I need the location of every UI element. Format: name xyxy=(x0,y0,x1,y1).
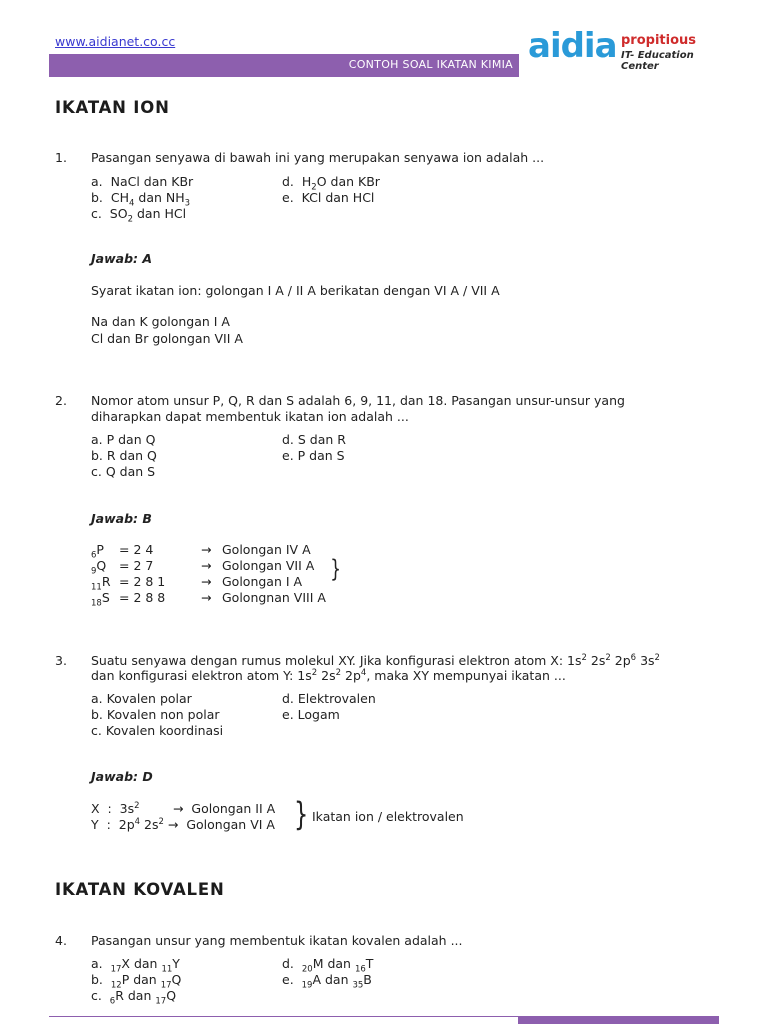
header-band xyxy=(49,54,519,77)
explanation-line: Cl dan Br golongan VII A xyxy=(91,331,243,346)
question-number: 1. xyxy=(55,150,67,165)
option-d: d. Elektrovalen xyxy=(282,691,376,706)
answer-label: Jawab: D xyxy=(91,769,153,784)
option-b: b. Kovalen non polar xyxy=(91,707,220,722)
configuration-row: X : $3s^2$ xyxy=(91,800,140,816)
option-a: a. $_{17}$X dan $_{11}$Y xyxy=(91,956,180,975)
option-c: c. $SO_2$ dan HCl xyxy=(91,206,187,225)
question-number: 4. xyxy=(55,933,67,948)
brace-label: Ikatan ion / elektrovalen xyxy=(312,809,464,824)
option-e: e. KCl dan HCl xyxy=(282,190,375,205)
option-a: a. NaCl dan KBr xyxy=(91,174,194,189)
question-number: 2. xyxy=(55,393,67,408)
logo-wordmark: aidia xyxy=(528,26,617,66)
option-b: b. $CH_4$ dan $NH_3$ xyxy=(91,190,191,209)
explanation-line: Syarat ikatan ion: golongan I A / II A berikatan dengan VI A / VII A xyxy=(91,283,500,298)
option-d: d. $H_2O$ dan KBr xyxy=(282,174,380,193)
section-title-ikatan-ion: IKATAN ION xyxy=(55,98,170,117)
option-c: c. $_6$R dan $_{17}$Q xyxy=(91,988,177,1007)
configuration-row: → Golongan II A xyxy=(173,801,276,816)
question-text: Nomor atom unsur P, Q, R dan S adalah 6, 9, 11, dan 18. Pasangan unsur-unsur yang xyxy=(91,393,625,408)
logo-subtitle-1: propitious xyxy=(621,33,697,48)
option-b: b. R dan Q xyxy=(91,448,157,463)
section-title-ikatan-kovalen: IKATAN KOVALEN xyxy=(55,880,225,899)
question-text: dan konfigurasi elektron atom Y: $1s^2$ $2s^2$ $2p^4$, maka XY mempunyai ikatan ... xyxy=(91,667,566,683)
option-d: d. S dan R xyxy=(282,432,346,447)
option-e: e. $_{19}$A dan $_{35}$B xyxy=(282,972,372,991)
configuration-row: Y : $2p^4$ $2s^2$ → Golongan VI A xyxy=(91,816,275,832)
option-c: c. Q dan S xyxy=(91,464,156,479)
question-text: Suatu senyawa dengan rumus molekul XY. Jika konfigurasi elektron atom X: $1s^2$ $2s^2$ $2p^6$ $3s^2$ xyxy=(91,652,660,668)
option-a: a. P dan Q xyxy=(91,432,156,447)
aidia-logo xyxy=(528,26,728,70)
logo-subtitle-2: IT- Education Center xyxy=(621,50,694,72)
answer-label: Jawab: A xyxy=(91,251,153,266)
footer-band xyxy=(518,1017,719,1024)
brace-symbol: } xyxy=(330,555,341,583)
site-url-link[interactable]: www.aidianet.co.cc xyxy=(55,34,176,49)
option-b: b. $_{12}$P dan $_{17}$Q xyxy=(91,972,182,991)
option-c: c. Kovalen koordinasi xyxy=(91,723,224,738)
option-d: d. $_{20}$M dan $_{16}$T xyxy=(282,956,374,975)
option-e: e. P dan S xyxy=(282,448,345,463)
brace-symbol: } xyxy=(294,795,309,833)
header-band-title: CONTOH SOAL IKATAN KIMIA xyxy=(348,58,513,71)
answer-label: Jawab: B xyxy=(91,511,152,526)
question-text: Pasangan senyawa di bawah ini yang merupakan senyawa ion adalah ... xyxy=(91,150,545,165)
question-number: 3. xyxy=(55,653,67,668)
explanation-line: Na dan K golongan I A xyxy=(91,314,230,329)
question-text: diharapkan dapat membentuk ikatan ion adalah ... xyxy=(91,409,409,424)
option-a: a. Kovalen polar xyxy=(91,691,192,706)
question-text: Pasangan unsur yang membentuk ikatan kovalen adalah ... xyxy=(91,933,463,948)
option-e: e. Logam xyxy=(282,707,340,722)
